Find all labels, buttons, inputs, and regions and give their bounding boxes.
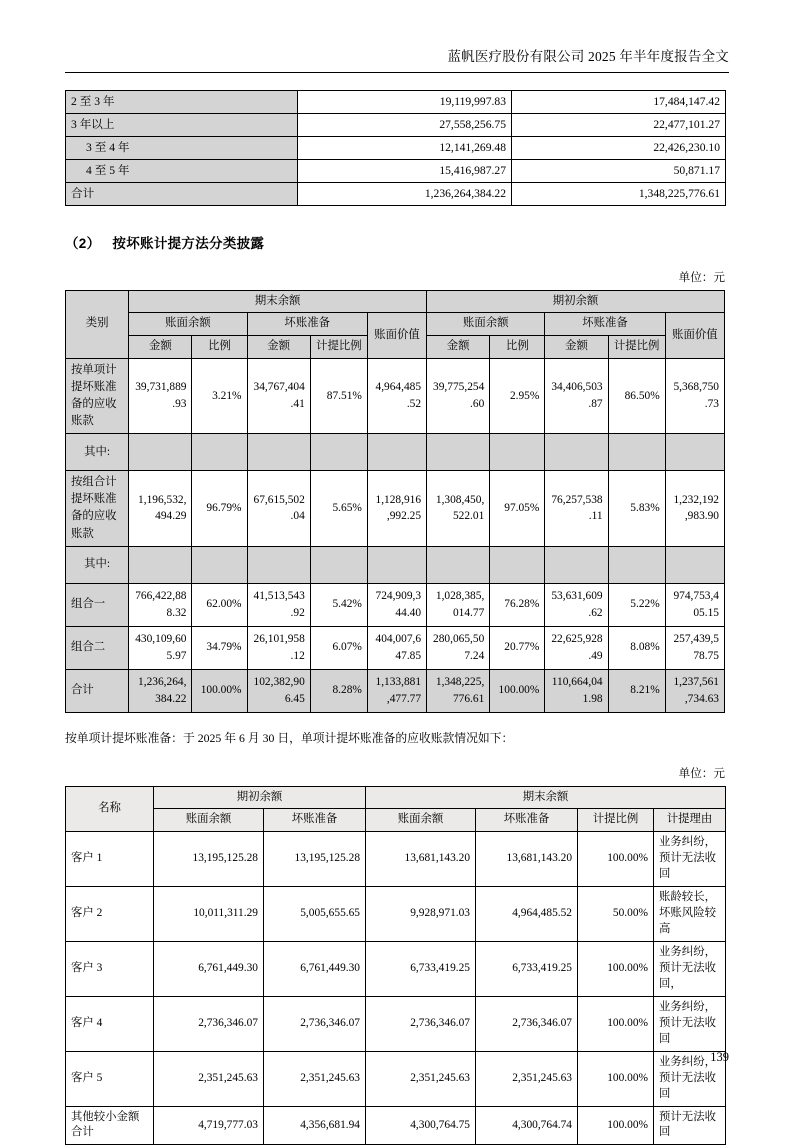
cell-end-book-value: 1,128,916,992.25: [367, 471, 426, 546]
header-ending-balance: 期末余额: [366, 786, 726, 809]
cell-end-ratio: 62.00%: [192, 583, 247, 626]
cell-ratio: 50.00%: [578, 886, 654, 941]
table-row: [66, 182, 726, 205]
cell-beg-book: 10,011,311.29: [154, 886, 264, 941]
cell-end-prov-ratio: 6.07%: [310, 626, 367, 669]
cell-end-amount: 1,236,264,384.22: [129, 669, 192, 712]
cell-beg-amount: 1,028,385,014.77: [427, 583, 490, 626]
header-bad-debt-provision-beginning: 坏账准备: [545, 313, 665, 336]
header-book-balance-ending: 账面余额: [129, 313, 247, 336]
unit-label-2: 单位：元: [65, 765, 725, 781]
table-row: [66, 159, 726, 182]
cell-customer-name: 其他较小金额合计: [66, 1106, 154, 1145]
cell-end-ratio: 100.00%: [192, 669, 247, 712]
header-end-provision: 坏账准备: [476, 809, 578, 832]
individual-provision-table-head: [66, 786, 726, 831]
cell-beg-book: 2,736,346.07: [154, 996, 264, 1051]
cell-end-book: 4,300,764.75: [366, 1106, 476, 1145]
cell-beg-prov-amount: 76,257,538.11: [545, 471, 608, 546]
cell-end-book: 9,928,971.03: [366, 886, 476, 941]
aging-row-beginning: 17,484,147.42: [512, 90, 726, 113]
cell-end-book-value: 4,964,485.52: [367, 358, 426, 433]
cell-beg-prov: 5,005,655.65: [264, 886, 366, 941]
cell-beg-book-value: [665, 546, 724, 583]
cell-end-prov-amount: [247, 546, 310, 583]
cell-beg-ratio: 100.00%: [490, 669, 545, 712]
cell-end-book-value: [367, 434, 426, 471]
aging-row-beginning: 1,348,225,776.61: [512, 182, 726, 205]
cell-beg-prov-amount: 34,406,503.87: [545, 358, 608, 433]
cell-beg-prov-ratio: 5.83%: [608, 471, 665, 546]
table-row: [66, 583, 725, 626]
provision-method-table-head: [66, 290, 725, 358]
cell-end-prov: 6,733,419.25: [476, 941, 578, 996]
header-category: 类别: [66, 290, 129, 358]
cell-end-prov: 2,736,346.07: [476, 996, 578, 1051]
cell-beg-amount: [427, 434, 490, 471]
cell-end-prov-amount: [247, 434, 310, 471]
cell-end-book: 2,351,245.63: [366, 1051, 476, 1106]
cell-beg-prov-ratio: 5.22%: [608, 583, 665, 626]
header-amount-ending: 金额: [129, 336, 192, 359]
cell-end-prov-ratio: 5.65%: [310, 471, 367, 546]
table-row: [66, 113, 726, 136]
header-provision-reason: 计提理由: [654, 809, 726, 832]
cell-beg-prov-amount: [545, 434, 608, 471]
row-label: 组合一: [66, 583, 129, 626]
cell-beg-ratio: 20.77%: [490, 626, 545, 669]
cell-customer-name: 客户 1: [66, 831, 154, 886]
cell-beg-book: 4,719,777.03: [154, 1106, 264, 1145]
cell-beg-amount: [427, 546, 490, 583]
cell-end-prov-amount: 67,615,502.04: [247, 471, 310, 546]
cell-customer-name: 客户 3: [66, 941, 154, 996]
cell-customer-name: 客户 2: [66, 886, 154, 941]
table-row: [66, 90, 726, 113]
cell-end-ratio: 34.79%: [192, 626, 247, 669]
aging-row-label: 合计: [66, 182, 298, 205]
header-provision-ratio: 计提比例: [578, 809, 654, 832]
cell-ratio: 100.00%: [578, 1051, 654, 1106]
cell-beg-book: 6,761,449.30: [154, 941, 264, 996]
row-label: 合计: [66, 669, 129, 712]
cell-reason: 业务纠纷，预计无法收回: [654, 996, 726, 1051]
cell-end-prov: 4,300,764.74: [476, 1106, 578, 1145]
cell-customer-name: 客户 5: [66, 1051, 154, 1106]
aging-row-beginning: 22,426,230.10: [512, 136, 726, 159]
aging-row-beginning: 22,477,101.27: [512, 113, 726, 136]
row-label: 其中:: [66, 546, 129, 583]
cell-beg-amount: 39,775,254.60: [427, 358, 490, 433]
table-row: [66, 626, 725, 669]
header-book-value-beginning: 账面价值: [665, 313, 724, 358]
header-beginning-balance: 期初余额: [427, 290, 725, 313]
row-label: 按单项计提坏账准备的应收账款: [66, 358, 129, 433]
cell-beg-book-value: [665, 434, 724, 471]
cell-end-prov-ratio: [310, 434, 367, 471]
aging-row-ending: 15,416,987.27: [298, 159, 512, 182]
aging-row-label: 2 至 3 年: [66, 90, 298, 113]
cell-beg-amount: 280,065,507.24: [427, 626, 490, 669]
cell-end-ratio: 3.21%: [192, 358, 247, 433]
header-beg-book-balance: 账面余额: [154, 809, 264, 832]
cell-beg-ratio: [490, 546, 545, 583]
cell-beg-ratio: 76.28%: [490, 583, 545, 626]
cell-customer-name: 客户 4: [66, 996, 154, 1051]
cell-beg-book-value: 1,232,192,983.90: [665, 471, 724, 546]
table-row: [66, 886, 726, 941]
cell-beg-prov: 4,356,681.94: [264, 1106, 366, 1145]
aging-row-ending: 12,141,269.48: [298, 136, 512, 159]
section-number: （2）: [65, 236, 100, 251]
table-header-row: [66, 786, 726, 809]
cell-end-prov: 13,681,143.20: [476, 831, 578, 886]
header-beg-provision: 坏账准备: [264, 809, 366, 832]
aging-row-beginning: 50,871.17: [512, 159, 726, 182]
cell-reason: 业务纠纷，预计无法收回: [654, 831, 726, 886]
cell-beg-book-value: 5,368,750.73: [665, 358, 724, 433]
cell-end-book-value: 1,133,881,477.77: [367, 669, 426, 712]
cell-beg-prov-amount: 53,631,609.62: [545, 583, 608, 626]
header-provision-ratio-ending: 计提比例: [310, 336, 367, 359]
cell-end-ratio: [192, 434, 247, 471]
cell-beg-prov: 13,195,125.28: [264, 831, 366, 886]
header-provision-amount-ending: 金额: [247, 336, 310, 359]
cell-beg-prov-ratio: [608, 434, 665, 471]
aging-row-label: 3 年以上: [66, 113, 298, 136]
table-row: [66, 546, 725, 583]
aging-row-ending: 1,236,264,384.22: [298, 182, 512, 205]
cell-beg-prov-ratio: [608, 546, 665, 583]
cell-end-prov-ratio: 87.51%: [310, 358, 367, 433]
table-row: [66, 358, 725, 433]
header-ratio-ending: 比例: [192, 336, 247, 359]
cell-ratio: 100.00%: [578, 1106, 654, 1145]
cell-beg-prov-ratio: 8.21%: [608, 669, 665, 712]
row-label: 其中:: [66, 434, 129, 471]
cell-beg-book: 13,195,125.28: [154, 831, 264, 886]
section-heading: [65, 232, 729, 252]
cell-beg-prov-amount: [545, 546, 608, 583]
unit-label: 单位：元: [65, 269, 725, 285]
running-header: [65, 0, 729, 73]
cell-beg-ratio: [490, 434, 545, 471]
cell-end-prov-amount: 102,382,906.45: [247, 669, 310, 712]
cell-beg-prov: 2,351,245.63: [264, 1051, 366, 1106]
cell-beg-prov: 2,736,346.07: [264, 996, 366, 1051]
cell-beg-amount: 1,348,225,776.61: [427, 669, 490, 712]
cell-end-ratio: [192, 546, 247, 583]
cell-reason: 业务纠纷，预计无法收回，: [654, 941, 726, 996]
cell-end-amount: 39,731,889.93: [129, 358, 192, 433]
header-bad-debt-provision-ending: 坏账准备: [247, 313, 367, 336]
cell-end-book: 6,733,419.25: [366, 941, 476, 996]
cell-end-amount: 766,422,888.32: [129, 583, 192, 626]
table-row: [66, 1106, 726, 1145]
aging-row-label: 3 至 4 年: [66, 136, 298, 159]
table-row: [66, 471, 725, 546]
table-row: [66, 1051, 726, 1106]
cell-beg-book-value: 974,753,405.15: [665, 583, 724, 626]
aging-table-body: [66, 90, 726, 205]
cell-beg-ratio: 97.05%: [490, 471, 545, 546]
provision-method-table-body: [66, 358, 725, 712]
cell-end-amount: 1,196,532,494.29: [129, 471, 192, 546]
cell-beg-amount: 1,308,450,522.01: [427, 471, 490, 546]
explanatory-paragraph: 按单项计提坏账准备：于 2025 年 6 月 30 日，单项计提坏账准备的应收账款情况如下：: [65, 729, 725, 748]
individual-provision-table: [65, 786, 726, 1145]
running-header-title: 蓝帆医疗股份有限公司 2025 年半年度报告全文: [447, 49, 729, 64]
table-header-row: [66, 313, 725, 336]
cell-end-prov: 2,351,245.63: [476, 1051, 578, 1106]
cell-end-book-value: [367, 546, 426, 583]
cell-end-prov-ratio: 8.28%: [310, 669, 367, 712]
header-end-book-balance: 账面余额: [366, 809, 476, 832]
cell-end-amount: 430,109,605.97: [129, 626, 192, 669]
cell-end-amount: [129, 546, 192, 583]
page-number: 139: [710, 1050, 729, 1065]
cell-ratio: 100.00%: [578, 941, 654, 996]
table-header-row: [66, 809, 726, 832]
cell-end-prov: 4,964,485.52: [476, 886, 578, 941]
table-row: [66, 136, 726, 159]
cell-end-book: 13,681,143.20: [366, 831, 476, 886]
header-name: 名称: [66, 786, 154, 831]
cell-end-prov-amount: 41,513,543.92: [247, 583, 310, 626]
cell-reason: 业务纠纷，预计无法收回: [654, 1051, 726, 1106]
row-label: 按组合计提坏账准备的应收账款: [66, 471, 129, 546]
cell-beg-prov: 6,761,449.30: [264, 941, 366, 996]
cell-beg-book: 2,351,245.63: [154, 1051, 264, 1106]
header-book-value-ending: 账面价值: [367, 313, 426, 358]
header-beginning-balance: 期初余额: [154, 786, 366, 809]
header-amount-beginning: 金额: [427, 336, 490, 359]
cell-end-prov-ratio: 5.42%: [310, 583, 367, 626]
header-ending-balance: 期末余额: [129, 290, 427, 313]
header-divider: [65, 72, 729, 73]
cell-reason: 预计无法收回: [654, 1106, 726, 1145]
header-ratio-beginning: 比例: [490, 336, 545, 359]
table-row: [66, 831, 726, 886]
cell-beg-ratio: 2.95%: [490, 358, 545, 433]
table-row: [66, 669, 725, 712]
cell-beg-prov-ratio: 86.50%: [608, 358, 665, 433]
provision-method-table: [65, 290, 725, 713]
header-book-balance-beginning: 账面余额: [427, 313, 545, 336]
cell-end-ratio: 96.79%: [192, 471, 247, 546]
cell-reason: 账龄较长，坏账风险较高: [654, 886, 726, 941]
cell-end-book-value: 724,909,344.40: [367, 583, 426, 626]
individual-provision-table-body: [66, 831, 726, 1144]
cell-beg-prov-ratio: 8.08%: [608, 626, 665, 669]
cell-beg-book-value: 1,237,561,734.63: [665, 669, 724, 712]
cell-end-prov-amount: 34,767,404.41: [247, 358, 310, 433]
cell-beg-prov-amount: 110,664,041.98: [545, 669, 608, 712]
cell-end-amount: [129, 434, 192, 471]
cell-end-prov-amount: 26,101,958.12: [247, 626, 310, 669]
cell-end-prov-ratio: [310, 546, 367, 583]
aging-row-ending: 27,558,256.75: [298, 113, 512, 136]
cell-ratio: 100.00%: [578, 996, 654, 1051]
table-row: [66, 941, 726, 996]
aging-table: [65, 90, 726, 206]
table-header-row: [66, 290, 725, 313]
header-provision-amount-beginning: 金额: [545, 336, 608, 359]
table-row: [66, 434, 725, 471]
section-title: 按坏账计提方法分类披露: [112, 236, 264, 251]
aging-row-ending: 19,119,997.83: [298, 90, 512, 113]
cell-end-book: 2,736,346.07: [366, 996, 476, 1051]
cell-beg-prov-amount: 22,625,928.49: [545, 626, 608, 669]
cell-end-book-value: 404,007,647.85: [367, 626, 426, 669]
cell-ratio: 100.00%: [578, 831, 654, 886]
table-row: [66, 996, 726, 1051]
header-provision-ratio-beginning: 计提比例: [608, 336, 665, 359]
row-label: 组合二: [66, 626, 129, 669]
cell-beg-book-value: 257,439,578.75: [665, 626, 724, 669]
aging-row-label: 4 至 5 年: [66, 159, 298, 182]
